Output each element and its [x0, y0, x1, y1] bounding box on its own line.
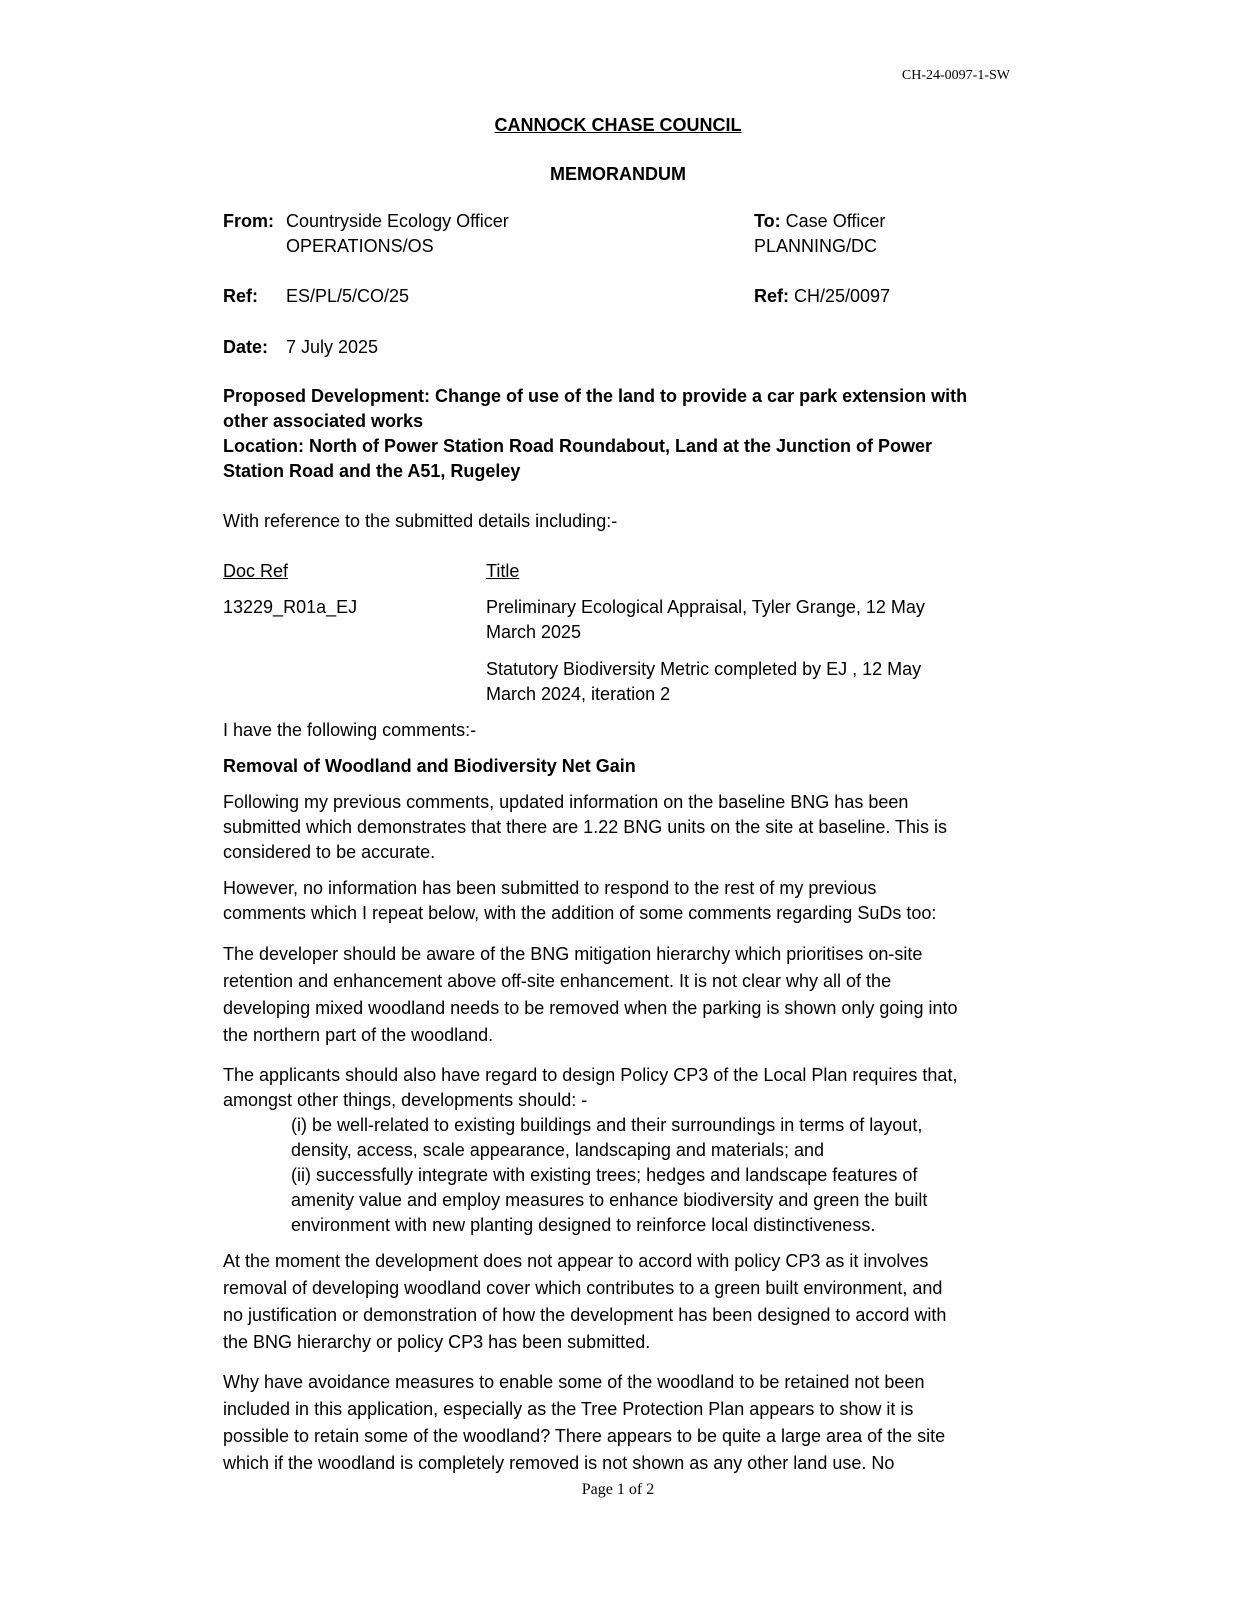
- to-block: [754, 209, 885, 259]
- ref-from-value: ES/PL/5/CO/25: [286, 286, 410, 306]
- from-value: [286, 209, 509, 259]
- memo-title: MEMORANDUM: [550, 164, 686, 184]
- ref-to-value: CH/25/0097: [794, 286, 891, 306]
- document-reference-code: CH-24-0097-1-SW: [901, 68, 1010, 83]
- paragraph-2: However, no information has been submitted to respond to the rest of my previous comments which I repeat below, with the addition of some comments regarding SuDs too:: [223, 878, 937, 923]
- comments-intro: I have the following comments:-: [223, 720, 477, 740]
- proposal-line-2: other associated works: [223, 411, 424, 431]
- location-line-2: Station Road and the A51, Rugeley: [223, 461, 521, 481]
- policy-list: [291, 1113, 1001, 1238]
- date-value: 7 July 2025: [286, 337, 379, 357]
- doc-title-cell-1: Preliminary Ecological Appraisal, Tyler Grange, 12 May March 2025: [486, 597, 925, 642]
- council-title: CANNOCK CHASE COUNCIL: [494, 115, 742, 135]
- paragraph-4: The applicants should also have regard to design Policy CP3 of the Local Plan requires that, amongst other things, developments should: -: [223, 1065, 958, 1110]
- page-number: Page 1 of 2: [581, 1481, 655, 1498]
- intro-text: With reference to the submitted details including:-: [223, 511, 618, 531]
- from-line-1: Countryside Ecology Officer: [286, 211, 509, 231]
- proposal-block: [223, 384, 1013, 484]
- paragraph-6: Why have avoidance measures to enable some of the woodland to be retained not been included in this application, especially as the Tree Protection Plan appears to show it is possible to retain some of the woodland? There appears to be quite a large area of the site which if the woodland is completely removed is not shown as any other land use. No: [223, 1372, 946, 1473]
- doc-ref-cell: 13229_R01a_EJ: [223, 597, 358, 617]
- doc-ref-header: Doc Ref: [223, 561, 289, 581]
- to-line-2: PLANNING/DC: [754, 236, 878, 256]
- policy-item-2: (ii) successfully integrate with existing trees; hedges and landscape features of amenity value and employ measures to enhance biodiversity and green the built environment with new planting designed to reinforce local distinctiveness.: [291, 1165, 928, 1235]
- title-header: Title: [486, 561, 520, 581]
- date-label: Date:: [223, 337, 269, 357]
- policy-item-1: (i) be well-related to existing buildings and their surroundings in terms of layout, density, access, scale appearance, landscaping and materials; and: [291, 1115, 923, 1160]
- from-label: From:: [223, 211, 274, 231]
- paragraph-5: At the moment the development does not appear to accord with policy CP3 as it involves removal of developing woodland cover which contributes to a green built environment, and no justification or demonstration of how the development has been designed to accord with the BNG hierarchy or policy CP3 has been submitted.: [223, 1251, 947, 1352]
- paragraph-1: Following my previous comments, updated information on the baseline BNG has been submitted which demonstrates that there are 1.22 BNG units on the site at baseline. This is considered to be accurate.: [223, 792, 948, 862]
- ref-label: Ref:: [223, 286, 258, 306]
- section-heading: Removal of Woodland and Biodiversity Net Gain: [223, 756, 636, 776]
- doc-title-cell-2: Statutory Biodiversity Metric completed by EJ , 12 May March 2024, iteration 2: [486, 659, 922, 704]
- to-line-1: Case Officer: [785, 211, 886, 231]
- location-line-1: Location: North of Power Station Road Roundabout, Land at the Junction of Power: [223, 436, 932, 456]
- from-line-2: OPERATIONS/OS: [286, 236, 434, 256]
- to-label: To:: [754, 211, 781, 231]
- paragraph-3: The developer should be aware of the BNG mitigation hierarchy which prioritises on-site retention and enhancement above off-site enhancement. It is not clear why all of the developing mixed woodland needs to be removed when the parking is shown only going into the northern part of the woodland.: [223, 944, 958, 1045]
- ref-to-block: [754, 284, 890, 309]
- ref-to-label: Ref:: [754, 286, 789, 306]
- proposal-line-1: Proposed Development: Change of use of the land to provide a car park extension with: [223, 386, 968, 406]
